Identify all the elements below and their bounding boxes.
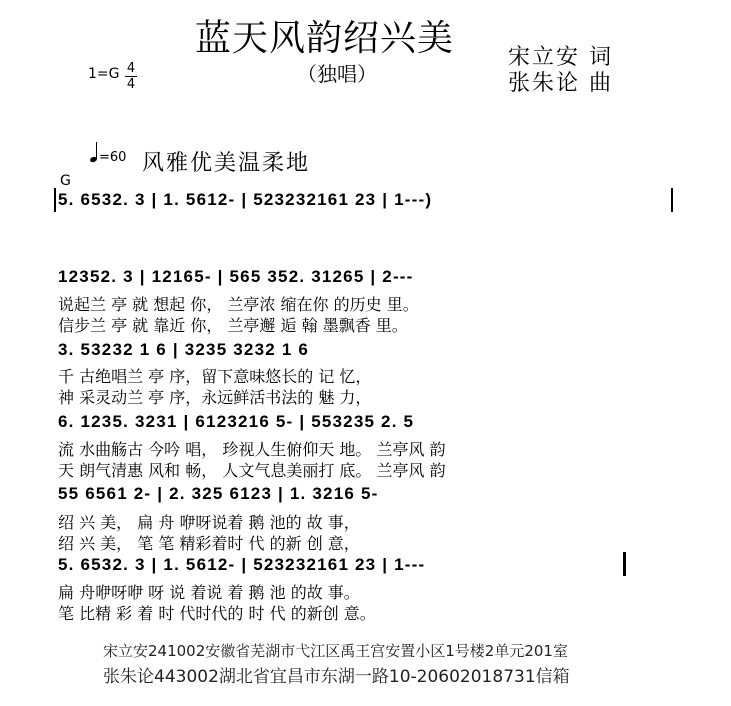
time-signature-top: 4 — [126, 61, 136, 76]
lyricist-address: 宋立安241002安徽省芜湖市弋江区禹王宫安置小区1号楼2单元201室 — [103, 642, 568, 660]
barline — [671, 188, 673, 212]
notation-row-3: 3. 53232 1 6 | 3235 3232 1 6 — [58, 340, 310, 359]
notation-row-2: 12352. 3 | 12165- | 565 352. 31265 | 2--- — [58, 267, 414, 286]
song-title: 蓝天风韵绍兴美 — [195, 18, 455, 59]
notation-row-6: 5. 6532. 3 | 1. 5612- | 523232161 23 | 1--- — [58, 555, 426, 574]
lyric-line: 信步兰 亭 就 靠近 你， 兰亭邂 逅 翰 墨飘香 里。 — [58, 316, 408, 335]
lyricist-credit: 宋立安 词 — [508, 45, 613, 70]
final-barline — [623, 552, 626, 576]
barline — [54, 188, 56, 212]
tempo-marking: =60 — [99, 150, 127, 165]
lyric-line: 扁 舟咿呀咿 呀 说 着说 着 鹅 池 的故 事。 — [58, 583, 360, 602]
key-signature: 1=G — [88, 66, 120, 82]
notation-row-5: 55 6561 2- | 2. 325 6123 | 1. 3216 5- — [58, 484, 379, 503]
lyric-line: 流 水曲觞古 今吟 唱， 珍视人生俯仰天 地。 兰亭风 韵 — [58, 440, 446, 459]
chord-label: G — [60, 173, 71, 189]
notation-row-1: 5. 6532. 3 | 1. 5612- | 523232161 23 | 1---) — [58, 190, 433, 209]
lyric-line: 说起兰 亭 就 想起 你， 兰亭浓 缩在你 的历史 里。 — [58, 295, 419, 314]
time-signature-bottom: 4 — [126, 77, 136, 92]
composer-address: 张朱论443002湖北省宜昌市东湖一路10-20602018731信箱 — [103, 667, 570, 687]
expression-marking: 风雅优美温柔地 — [142, 151, 311, 176]
lyric-line: 绍 兴 美， 笔 笔 精彩着时 代 的新 创 意， — [58, 534, 360, 553]
notation-row-4: 6. 1235. 3231 | 6123216 5- | 553235 2. 5 — [58, 412, 415, 431]
quarter-note-stem — [96, 142, 97, 159]
lyric-line: 天 朗气清惠 风和 畅， 人文气息美丽打 底。 兰亭风 韵 — [58, 461, 446, 480]
composer-credit: 张朱论 曲 — [508, 71, 613, 96]
lyric-line: 绍 兴 美， 扁 舟 咿呀说着 鹅 池的 故 事， — [58, 513, 360, 532]
time-signature — [125, 62, 137, 91]
song-subtitle: （独唱） — [297, 62, 377, 86]
lyric-line: 笔 比精 彩 着 时 代时代的 时 代 的新创 意。 — [58, 604, 376, 623]
lyric-line: 千 古绝唱兰 亭 序，留下意味悠长的 记 忆， — [58, 367, 372, 386]
lyric-line: 神 采灵动兰 亭 序，永远鲜活书法的 魅 力， — [58, 388, 372, 407]
